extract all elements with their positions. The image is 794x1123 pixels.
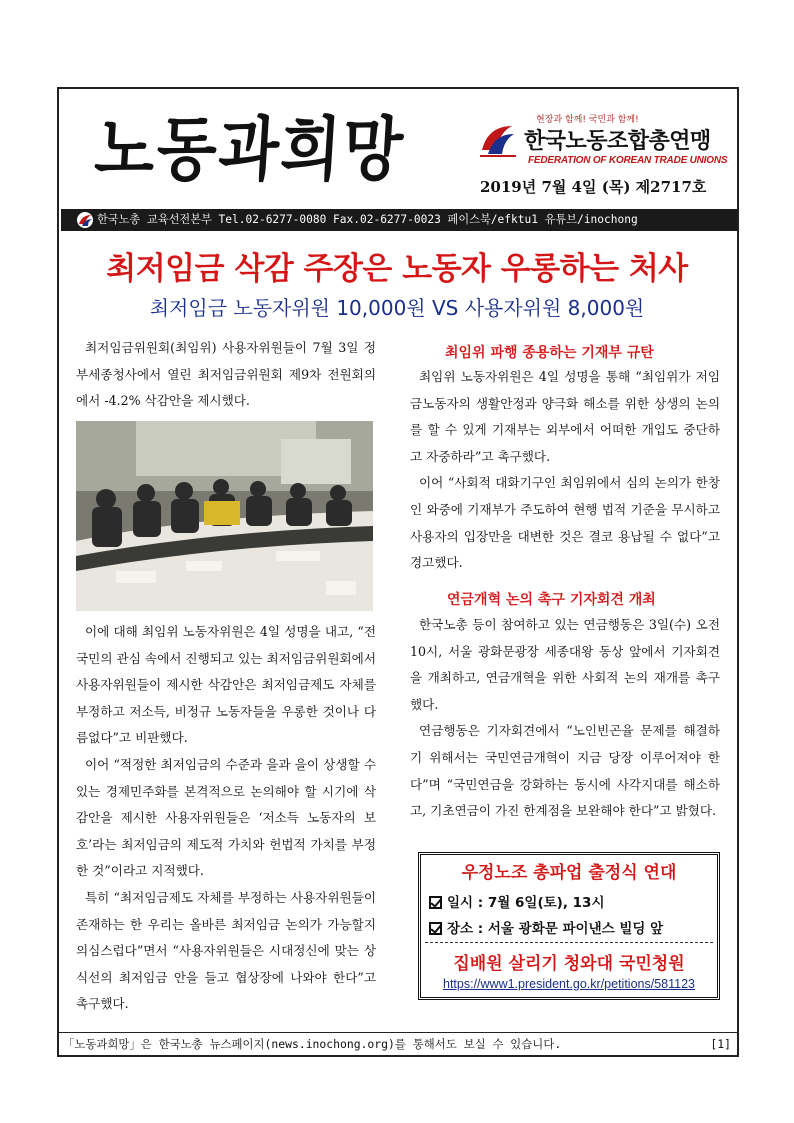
issue-date: 2019년 7월 4일 (목) 제2717호 (480, 178, 707, 196)
fktu-mini-logo-icon (76, 211, 94, 229)
notice-title: 우정노조 총파업 출정식 연대 (461, 863, 677, 883)
section-body-minwage-ministry (410, 364, 720, 577)
article-paragraph: 특히 “최저임금제도 자체를 부정하는 사용자위원들이 존재하는 한 우리는 올바른 최저임금 논의가 가능할지 의심스럽다”면서 “사용자위원들은 시대정신에 맞는 상식선의 최저임금 안을 들고 협상장에 나와야 한다”고 촉구했다. (76, 889, 376, 1012)
footer (57, 1032, 739, 1054)
article-paragraph: 이어 “사회적 대화기구인 최임위에서 심의 논의가 한창인 와중에 기재부가 주도하여 현행 법적 기준을 무시하고 사용자의 입장만을 대변한 것은 결코 용납될 수 없다”고 경고했다. (410, 475, 720, 571)
org-name-en: FEDERATION OF KOREAN TRADE UNIONS (528, 155, 728, 166)
footer-text: 「노동과희망」은 한국노총 뉴스페이지(news.inochong.org)를 통해서도 보실 수 있습니다. (63, 1037, 562, 1051)
petition-cta: 집배원 살리기 청와대 국민청원 (453, 954, 685, 974)
article-paragraph: 이에 대해 최임위 노동자위원은 4일 성명을 내고, “전 국민의 관심 속에서 진행되고 있는 최저임금위원회에서 사용자위원들이 제시한 삭감안은 최저임금제도 자체를 부정하고 저소득, 비정규 노동자들을 우롱한 것이나 다름없다”고 비판했다. (76, 624, 376, 746)
notice-place-text: 장소 : 서울 광화문 파이낸스 빌딩 앞 (447, 921, 664, 937)
checkbox-icon (429, 896, 442, 909)
article-paragraph: 연금행동은 기자회견에서 “노인빈곤율 문제를 해결하기 위해서는 국민연금개혁이 지금 당장 이루어져야 한다”며 “국민연금을 강화하는 동시에 사각지대를 해소하고, 기초연금이 가진 한계점을 보완해야 한다”고 밝혔다. (410, 723, 720, 819)
section-body-pension-reform (410, 612, 720, 825)
org-name: 한국노동조합총연맹 (524, 129, 711, 154)
article-paragraph: 한국노총 등이 참여하고 있는 연금행동은 3일(수) 오전 10시, 서울 광화문광장 세종대왕 동상 앞에서 기자회견을 개최하고, 연금개혁을 위한 사회적 논의 재개를 촉구했다. (410, 617, 720, 712)
checkbox-icon (429, 922, 442, 935)
article-paragraph: 최임위 노동자위원은 4일 성명을 통해 “최임위가 저임금노동자의 생활안정과 양극화 해소를 위한 상생의 논의를 할 수 있게 기재부는 외부에서 어떠한 개입도 중단하고 자중하라”고 촉구했다. (410, 369, 720, 464)
contact-info-bar: 한국노총 교육선전본부 Tel.02-6277-0080 Fax.02-6277-0023 페이스북/efktu1 유튜브/inochong (61, 209, 737, 231)
org-slogan: 현장과 함께! 국민과 함께! (536, 115, 639, 125)
article-intro-paragraph: 최저임금위원회(최임위) 사용자위원들이 7월 3일 정부세종청사에서 열린 최저임금위원회 제9차 전원회의에서 -4.2% 삭감안을 제시했다. (76, 340, 376, 409)
section-title-minwage-ministry: 최임위 파행 종용하는 기재부 규탄 (445, 345, 654, 361)
petition-link[interactable]: https://www1.president.go.kr/petitions/581123 (443, 977, 695, 991)
notice-divider (425, 942, 713, 943)
page-number: [1] (710, 1037, 731, 1051)
notice-place-line (429, 917, 663, 937)
fktu-logo-icon (478, 120, 518, 160)
notice-date-line (429, 891, 605, 911)
subheadline: 최저임금 노동자위원 10,000원 VS 사용자위원 8,000원 (149, 296, 645, 320)
strike-notice-box (418, 852, 720, 1000)
article-paragraph: 이어 “적정한 최저임금의 수준과 을과 을이 상생할 수 있는 경제민주화를 본격적으로 논의해야 할 시기에 삭감안을 제시한 사용자위원들은 ‘저소득 노동자의 보호’라는 최저임금의 제도적 가치와 헌법적 가치를 부정한 것”이라고 지적했다. (76, 756, 376, 879)
headline: 최저임금 삭감 주장은 노동자 우롱하는 처사 (106, 251, 688, 287)
section-title-pension-reform: 연금개혁 논의 촉구 기자회견 개최 (447, 592, 656, 608)
article-intro (76, 335, 376, 415)
notice-date-text: 일시 : 7월 6일(토), 13시 (447, 895, 605, 911)
meeting-photo-image (76, 421, 373, 611)
masthead-title: 노동과희망 (92, 108, 408, 191)
meeting-photo (76, 421, 373, 611)
article-body-left (76, 619, 376, 1018)
